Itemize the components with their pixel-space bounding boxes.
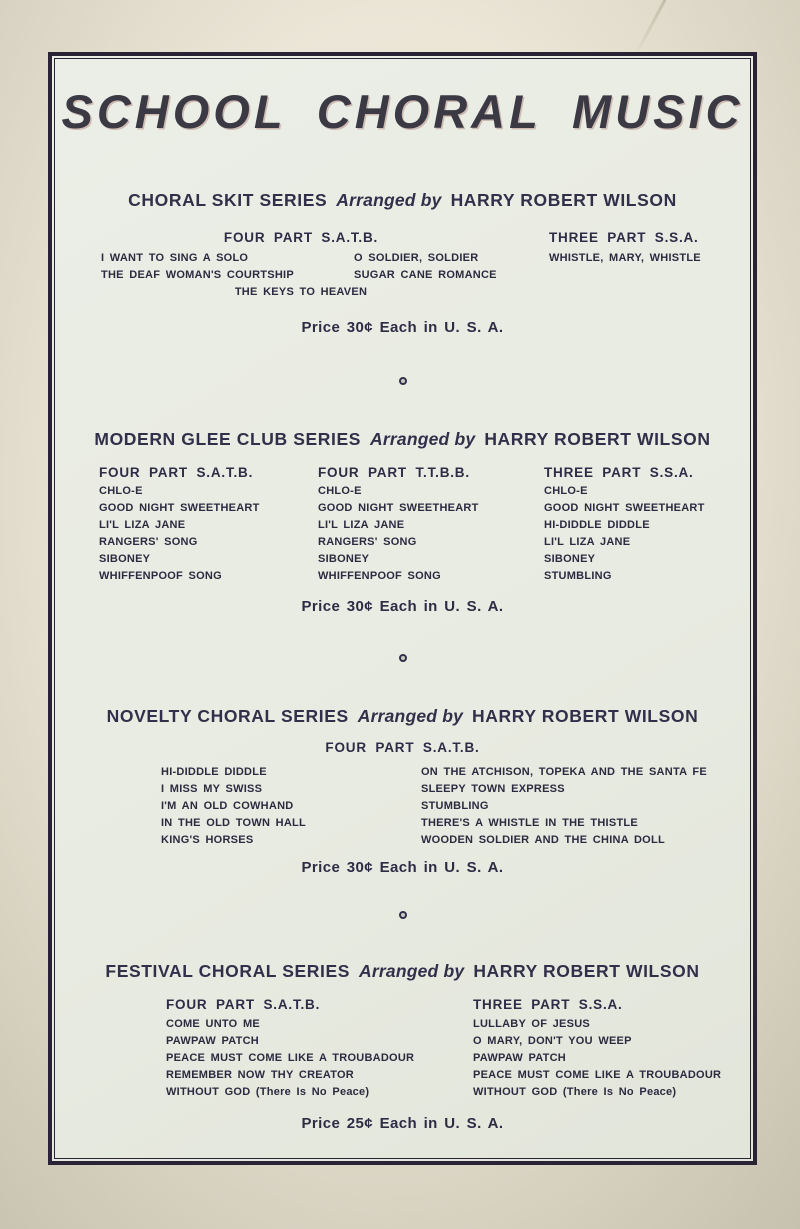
song-title: PAWPAW PATCH xyxy=(166,1035,259,1047)
song-title: SIBONEY xyxy=(544,553,596,565)
song-title: PAWPAW PATCH xyxy=(473,1052,566,1064)
song-list xyxy=(99,483,318,585)
price-line: Price 30¢ Each in U. S. A. xyxy=(301,319,504,336)
song-title: HI-DIDDLE DIDDLE xyxy=(544,519,650,531)
song-title: SIBONEY xyxy=(318,553,370,565)
voicing-header-satb: FOUR PART S.A.T.B. xyxy=(166,997,321,1012)
series-name: NOVELTY CHORAL SERIES xyxy=(106,706,349,726)
song-column xyxy=(354,250,497,284)
song-column-ssa xyxy=(473,997,721,1101)
arranged-by-label: Arranged by xyxy=(370,429,476,449)
song-list xyxy=(166,1016,473,1101)
voicing-header-ttbb: FOUR PART T.T.B.B. xyxy=(318,465,470,480)
song-title: WHISTLE, MARY, WHISTLE xyxy=(549,252,701,264)
song-column xyxy=(101,250,354,284)
satb-song-columns xyxy=(101,250,501,284)
song-title: SLEEPY TOWN EXPRESS xyxy=(421,783,565,795)
page-title: SCHOOL CHORAL MUSIC xyxy=(61,85,744,138)
series-name: MODERN GLEE CLUB SERIES xyxy=(94,429,362,449)
song-column-ttbb xyxy=(318,465,544,585)
choral-skit-heading xyxy=(52,190,753,210)
song-title: THE DEAF WOMAN'S COURTSHIP xyxy=(101,269,294,281)
song-title: RANGERS' SONG xyxy=(99,536,198,548)
arranger-name: HARRY ROBERT WILSON xyxy=(473,961,700,981)
glee-club-columns xyxy=(52,465,753,585)
arranger-name: HARRY ROBERT WILSON xyxy=(450,190,677,210)
section-novelty-choral xyxy=(52,706,753,877)
song-title: PEACE MUST COME LIKE A TROUBADOUR xyxy=(473,1069,722,1081)
song-column xyxy=(421,764,707,849)
section-choral-skit xyxy=(52,190,753,337)
song-list xyxy=(318,483,544,585)
arranged-by-label: Arranged by xyxy=(336,190,442,210)
voicing-header-ssa: THREE PART S.S.A. xyxy=(473,997,623,1012)
price-line: Price 30¢ Each in U. S. A. xyxy=(301,598,504,615)
price-line: Price 25¢ Each in U. S. A. xyxy=(301,1115,504,1132)
voicing-header-ssa: THREE PART S.S.A. xyxy=(549,230,699,245)
song-title: STUMBLING xyxy=(421,800,489,812)
series-name: FESTIVAL CHORAL SERIES xyxy=(105,961,351,981)
song-column-satb xyxy=(99,465,318,585)
song-title: CHLO-E xyxy=(99,485,143,497)
song-title: WITHOUT GOD (There Is No Peace) xyxy=(473,1086,677,1098)
arranged-by-label: Arranged by xyxy=(357,706,464,726)
song-title: GOOD NIGHT SWEETHEART xyxy=(99,502,260,514)
song-title: COME UNTO ME xyxy=(166,1018,260,1030)
song-title: RANGERS' SONG xyxy=(318,536,417,548)
voicing-header-satb: FOUR PART S.A.T.B. xyxy=(99,465,254,480)
song-title: STUMBLING xyxy=(544,570,612,582)
festival-heading xyxy=(52,961,753,981)
song-title: O MARY, DON'T YOU WEEP xyxy=(473,1035,632,1047)
song-title: SIBONEY xyxy=(99,553,151,565)
song-title: HI-DIDDLE DIDDLE xyxy=(161,766,267,778)
voicing-header-satb: FOUR PART S.A.T.B. xyxy=(325,740,480,755)
song-title: PEACE MUST COME LIKE A TROUBADOUR xyxy=(166,1052,415,1064)
section-festival-choral xyxy=(52,961,753,1133)
choral-skit-columns xyxy=(52,230,753,301)
song-title: WOODEN SOLDIER AND THE CHINA DOLL xyxy=(421,834,665,846)
song-list xyxy=(544,483,744,585)
arranger-name: HARRY ROBERT WILSON xyxy=(472,706,699,726)
paper-crease xyxy=(633,0,669,59)
song-title: CHLO-E xyxy=(544,485,588,497)
section-divider-dot xyxy=(399,654,407,662)
section-divider-dot xyxy=(399,911,407,919)
song-title: CHLO-E xyxy=(318,485,362,497)
page-border-frame xyxy=(48,52,757,1165)
novelty-columns xyxy=(52,764,753,849)
glee-club-heading xyxy=(52,429,753,449)
voicing-header-ssa: THREE PART S.S.A. xyxy=(544,465,694,480)
voicing-header-satb: FOUR PART S.A.T.B. xyxy=(223,230,379,245)
song-title: GOOD NIGHT SWEETHEART xyxy=(318,502,479,514)
song-title: LULLABY OF JESUS xyxy=(473,1018,590,1030)
section-divider-dot xyxy=(399,377,407,385)
song-title: THE KEYS TO HEAVEN xyxy=(234,286,368,298)
novelty-heading xyxy=(52,706,753,726)
song-title: THERE'S A WHISTLE IN THE THISTLE xyxy=(421,817,638,829)
song-title: WITHOUT GOD (There Is No Peace) xyxy=(166,1086,370,1098)
satb-group xyxy=(101,230,501,301)
song-title: I WANT TO SING A SOLO xyxy=(101,252,249,264)
arranged-by-label: Arranged by xyxy=(359,961,465,981)
song-title: O SOLDIER, SOLDIER xyxy=(354,252,479,264)
arranger-name: HARRY ROBERT WILSON xyxy=(484,429,711,449)
song-column-ssa xyxy=(544,465,744,585)
song-title: SUGAR CANE ROMANCE xyxy=(354,269,497,281)
song-title: IN THE OLD TOWN HALL xyxy=(161,817,306,829)
price-line: Price 30¢ Each in U. S. A. xyxy=(301,859,504,876)
ssa-group xyxy=(549,230,749,301)
song-title: LI'L LIZA JANE xyxy=(544,536,631,548)
festival-columns xyxy=(52,997,753,1101)
song-column-satb xyxy=(166,997,473,1101)
song-title: LI'L LIZA JANE xyxy=(318,519,405,531)
song-title: REMEMBER NOW THY CREATOR xyxy=(166,1069,354,1081)
song-title: I'M AN OLD COWHAND xyxy=(161,800,294,812)
song-title: WHIFFENPOOF SONG xyxy=(318,570,441,582)
series-name: CHORAL SKIT SERIES xyxy=(128,190,328,210)
song-title: ON THE ATCHISON, TOPEKA AND THE SANTA FE xyxy=(421,766,707,778)
song-title: WHIFFENPOOF SONG xyxy=(99,570,222,582)
song-title: LI'L LIZA JANE xyxy=(99,519,186,531)
song-title: I MISS MY SWISS xyxy=(161,783,263,795)
song-title: GOOD NIGHT SWEETHEART xyxy=(544,502,705,514)
section-modern-glee-club xyxy=(52,429,753,616)
song-list xyxy=(473,1016,721,1101)
page-content xyxy=(52,56,753,1161)
song-column xyxy=(161,764,421,849)
song-title: KING'S HORSES xyxy=(161,834,254,846)
